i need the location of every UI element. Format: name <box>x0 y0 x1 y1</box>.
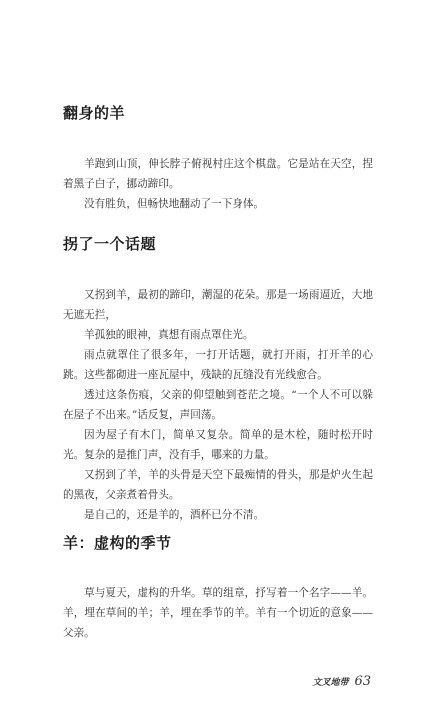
paragraph: 羊孤独的眼神，真想有雨点罩住光。 <box>84 329 254 341</box>
section-heading: 翻身的羊 <box>63 104 126 122</box>
page-number: 63 <box>354 674 371 689</box>
running-title: 文叉地带 <box>312 678 349 688</box>
paragraph: 是自己的，还是羊的，酒杯已分不清。 <box>84 509 265 521</box>
section-heading: 羊：虚构的季节 <box>63 534 172 552</box>
paragraph: 雨点就罩住了很多年，一打开话题，就打开雨，打开羊的心跳。这些都砌进一座瓦屋中，残缺的瓦缝没有光线愈合。 <box>63 349 373 381</box>
paragraph: 因为屋子有木门，简单又复杂。简单的是木栓，随时松开时光。复杂的是推门声，没有手，哪来的力量。 <box>63 429 373 461</box>
section-flipping-sheep <box>63 102 373 214</box>
paragraph: 没有胜负，但畅快地翻动了一下身体。 <box>84 198 265 210</box>
section-changed-topic <box>63 233 373 525</box>
page-footer <box>312 674 371 689</box>
paragraph: 羊跑到山顶，伸长脖子俯视村庄这个棋盘。它是站在天空，捏着黑子白子，挪动蹄印。 <box>63 158 373 190</box>
paragraph: 透过这条伤痕，父亲的仰望触到苍茫之境。“一个人不可以躲在屋子不出来。”话反复，声回荡。 <box>63 389 373 421</box>
paragraph: 又拐到了羊，羊的头骨是天空下最痴情的骨头，那是炉火生起的黑夜，父亲煮着骨头。 <box>63 469 373 501</box>
paragraph: 又拐到羊，最初的蹄印，潮湿的花朵。那是一场雨逼近，大地无遮无拦， <box>63 289 373 321</box>
section-fictional-season <box>63 532 373 643</box>
section-heading: 拐了一个话题 <box>63 235 157 253</box>
paragraph: 草与夏天，虚构的升华。草的组章，抒写着一个名字——羊。羊，埋在草间的羊；羊，埋在季节的羊。羊有一个切近的意象——父亲。 <box>63 587 373 639</box>
